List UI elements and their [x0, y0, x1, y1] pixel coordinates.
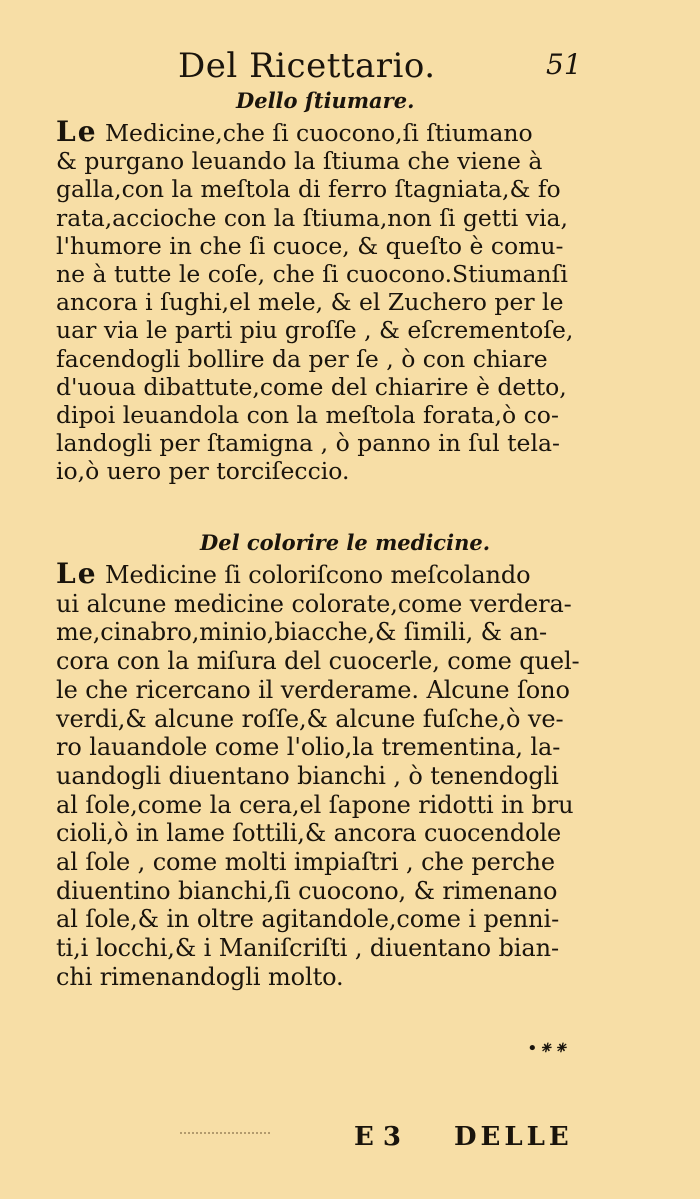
text-line: rata,accioche con la ſtiuma,non ſi getti via,: [56, 203, 568, 232]
text-line: io,ò uero per torciſeccio.: [56, 457, 350, 486]
text-line: cioli,ò in lame ſottili,& ancora cuocendole: [56, 819, 562, 848]
text-line: Le Medicine ſi coloriſcono meſcolando: [56, 557, 531, 590]
drop-initial: Le: [56, 557, 98, 590]
text-line: al ſole,come la cera,el ſapone ridotti in bru: [56, 790, 574, 819]
section-title-stiumare: Dello ſtiumare.: [236, 88, 415, 113]
text-line: chi rimenandogli molto.: [56, 962, 344, 991]
page-number: 51: [546, 48, 582, 81]
text-line: ui alcune medicine colorate,come verdera-: [56, 589, 572, 618]
text-line: landogli per ſtamigna , ò panno in ſul tela-: [56, 429, 560, 458]
text-line: uar via le parti piu groſſe , & eſcrementoſe,: [56, 316, 574, 345]
text-line: d'uoua dibattute,come del chiarire è detto,: [56, 372, 567, 401]
text-line: ancora i ſughi,el mele, & el Zuchero per le: [56, 288, 564, 317]
text-line: l'humore in che ſi cuoce, & queſto è comu-: [56, 231, 564, 260]
catchword: DELLE: [454, 1122, 573, 1152]
paragraph-stiumare: [56, 115, 588, 486]
text-line: verdi,& alcune roſſe,& alcune fuſche,ò ve-: [56, 704, 564, 733]
text-line: facendogli bollire da per ſe , ò con chiare: [56, 344, 548, 373]
text-line: le che ricercano il verderame. Alcune ſono: [56, 675, 570, 704]
text-line: ne à tutte le coſe, che ſi cuocono.Stiumanſi: [56, 260, 568, 289]
text-line: galla,con la meſtola di ferro ſtagniata,& fo: [56, 175, 561, 204]
page-header: [0, 44, 700, 92]
text-line: uandogli diuentano bianchi , ò tenendogli: [56, 761, 559, 790]
drop-initial: Le: [56, 115, 98, 148]
text-line: Le Medicine,che ſi cuocono,ſi ſtiumano: [56, 115, 533, 148]
text-line: diuentino bianchi,ſi cuocono, & rimenano: [56, 876, 558, 905]
running-title: Del Ricettario.: [178, 46, 436, 86]
text-line: cora con la miſura del cuocerle, come quel-: [56, 647, 580, 676]
paragraph-colorire: [56, 557, 588, 992]
page-footer: [0, 1122, 700, 1158]
text-line: al ſole,& in oltre agitandole,come i penni-: [56, 905, 560, 934]
signature-mark: E 3: [354, 1122, 401, 1152]
ornament-mark: •⁕⁕: [527, 1038, 568, 1059]
text-line: al ſole , come molti impiaſtri , che perche: [56, 848, 555, 877]
section-title-colorire: Del colorire le medicine.: [200, 530, 491, 555]
text-line: ro lauandole come l'olio,la trementina, la-: [56, 733, 561, 762]
text-line: dipoi leuandola con la meſtola forata,ò co-: [56, 401, 559, 430]
text-line: me,cinabro,minio,biacche,& ſimili, & an-: [56, 618, 548, 647]
text-line: ti,i locchi,& i Maniſcriſti , diuentano bian-: [56, 934, 559, 963]
text-line: & purgano leuando la ſtiuma che viene à: [56, 147, 543, 176]
